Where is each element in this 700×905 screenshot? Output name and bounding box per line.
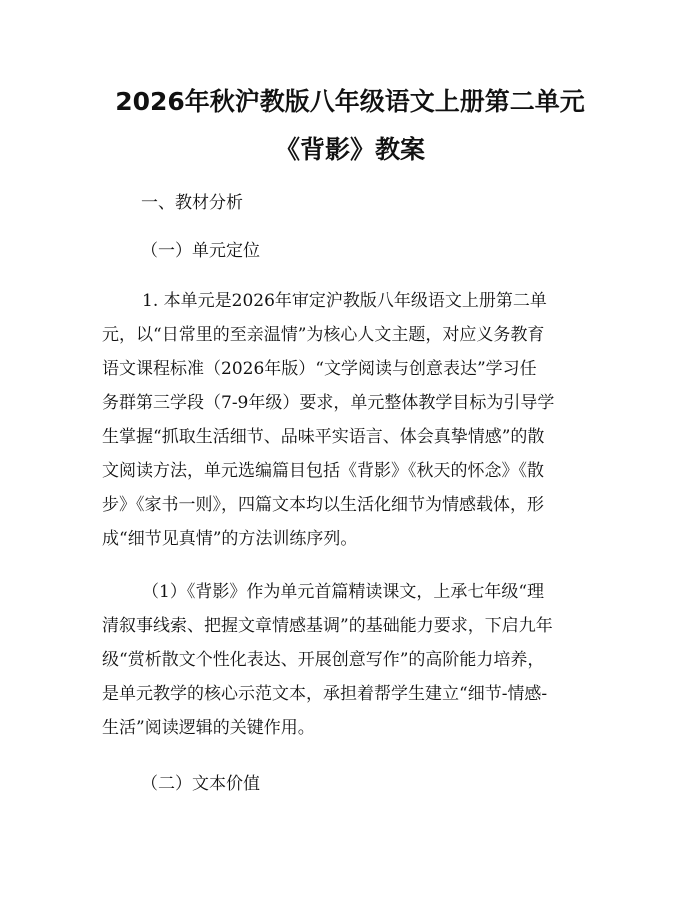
paragraph-line: 级“赏析散文个性化表达、开展创意写作”的高阶能力培养，	[102, 650, 545, 670]
paragraph-unit-overview	[102, 284, 602, 556]
paragraph-line: 1. 本单元是2026年审定沪教版八年级语文上册第二单	[142, 291, 547, 311]
subsection-heading-text-value: （二）文本价值	[141, 774, 260, 794]
paragraph-line: 生掌握“抓取生活细节、品味平实语言、体会真挚情感”的散	[102, 427, 545, 447]
paragraph-line: （1）《背影》作为单元首篇精读课文，上承七年级“理	[142, 582, 545, 602]
document-title-line-2: 《背影》教案	[274, 135, 425, 164]
paragraph-line: 生活”阅读逻辑的关键作用。	[102, 718, 315, 738]
paragraph-beiying-role	[102, 575, 602, 745]
paragraph-line: 语文课程标准（2026年版）“文学阅读与创意表达”学习任	[102, 359, 537, 379]
paragraph-line: 元，以“日常里的至亲温情”为核心人文主题，对应义务教育	[102, 325, 545, 345]
paragraph-line: 清叙事线索、把握文章情感基调”的基础能力要求，下启九年	[102, 616, 553, 636]
subsection-heading-unit-positioning: （一）单元定位	[141, 241, 260, 261]
paragraph-line: 是单元教学的核心示范文本，承担着帮学生建立“细节-情感-	[102, 684, 548, 704]
paragraph-line: 务群第三学段（7-9年级）要求，单元整体教学目标为引导学	[102, 393, 555, 413]
document-title-line-1: 2026年秋沪教版八年级语文上册第二单元	[115, 87, 585, 116]
paragraph-line: 文阅读方法，单元选编篇目包括《背影》《秋天的怀念》《散	[102, 461, 544, 481]
paragraph-line: 步》《家书一则》，四篇文本均以生活化细节为情感载体，形	[102, 495, 544, 515]
paragraph-line: 成“细节见真情”的方法训练序列。	[102, 529, 358, 549]
section-heading-textbook-analysis: 一、教材分析	[141, 193, 243, 213]
